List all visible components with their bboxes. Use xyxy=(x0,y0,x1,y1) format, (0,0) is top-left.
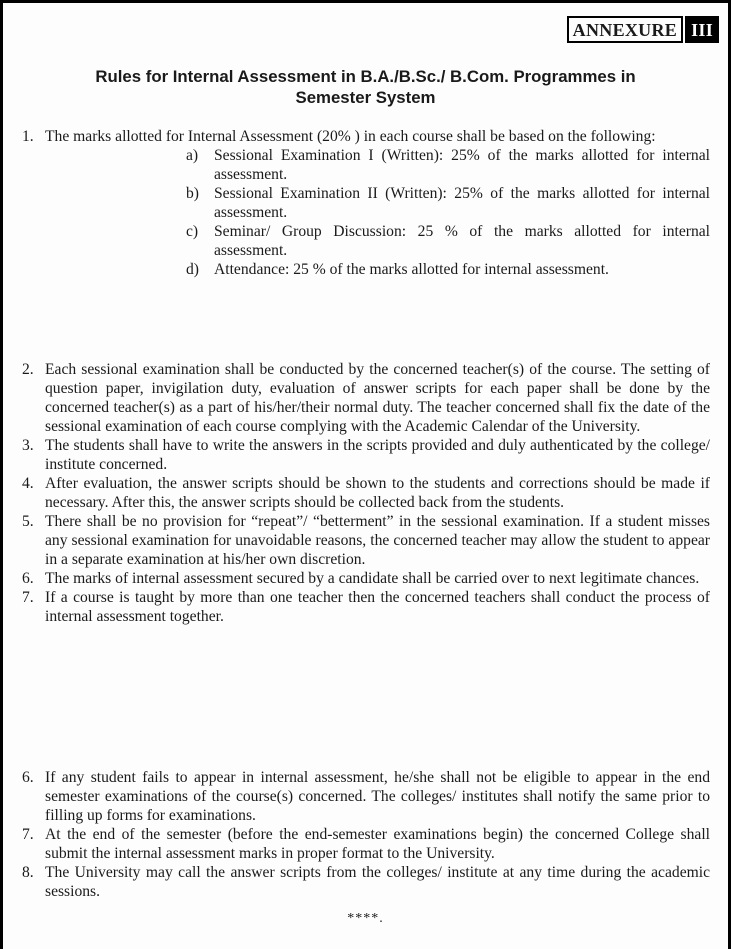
rule-item xyxy=(3,474,728,512)
rule-item xyxy=(3,127,728,146)
rule-number: 3. xyxy=(22,437,34,454)
rules-block-b xyxy=(3,768,728,901)
rule-number: 7. xyxy=(22,826,34,843)
rule-item xyxy=(3,360,728,436)
rule-number: 2. xyxy=(22,361,34,378)
rule-number: 1. xyxy=(22,128,34,145)
rule-number: 4. xyxy=(22,475,34,492)
annexure-numeral: III xyxy=(685,16,719,43)
rule-number: 6. xyxy=(22,570,34,587)
rule-text: The marks of internal assessment secured by a candidate shall be carried over to next legitimate chances. xyxy=(45,570,700,587)
sub-item-letter: c) xyxy=(186,223,199,240)
rule-item xyxy=(3,825,728,863)
rule-item xyxy=(3,512,728,569)
title-line-2: Semester System xyxy=(295,88,436,107)
rule-number: 5. xyxy=(22,513,34,530)
rule-item xyxy=(3,768,728,825)
document-title xyxy=(23,66,708,108)
title-line-1: Rules for Internal Assessment in B.A./B.Sc./ B.Com. Programmes in xyxy=(95,67,636,86)
end-of-document-mark: ****. xyxy=(347,911,384,926)
rule-text: If a course is taught by more than one teacher then the concerned teachers shall conduct the process of internal assessment together. xyxy=(45,589,710,625)
sub-item xyxy=(3,184,728,222)
rule-text: The University may call the answer scripts from the colleges/ institute at any time during the academic sessions. xyxy=(45,864,710,900)
rule-item xyxy=(3,569,728,588)
sub-item-text: Sessional Examination II (Written): 25% of the marks allotted for internal assessment. xyxy=(214,185,710,221)
rule-text: Each sessional examination shall be conducted by the concerned teacher(s) of the course. The setting of question paper, invigilation duty, evaluation of answer scripts for each paper shall be done by the concerned teacher(s) as a part of his/her/their normal duty. The teacher concerned shall fix the date of the sessional examination of each course complying with the Academic Calendar of the University. xyxy=(45,361,710,435)
annexure-word: ANNEXURE xyxy=(567,16,683,43)
sub-item-letter: a) xyxy=(186,147,199,164)
rule-text: There shall be no provision for “repeat”/ “betterment” in the sessional examination. If a student misses any sessional examination for unavoidable reasons, the concerned teacher may allow the student to appear in a separate examination at his/her own discretion. xyxy=(45,513,710,568)
annexure-label xyxy=(567,16,719,43)
rules-block-a xyxy=(3,360,728,626)
rule-number: 7. xyxy=(22,589,34,606)
rule-number: 6. xyxy=(22,769,34,786)
sub-item-text: Seminar/ Group Discussion: 25 % of the marks allotted for internal assessment. xyxy=(214,223,710,259)
rule-number: 8. xyxy=(22,864,34,881)
rule-text: The students shall have to write the answers in the scripts provided and duly authenticated by the college/ institute concerned. xyxy=(45,437,710,473)
rule-text: If any student fails to appear in internal assessment, he/she shall not be eligible to appear in the end semester examinations of the course(s) concerned. The colleges/ institutes shall notify the same prior to filling up forms for examinations. xyxy=(45,769,710,824)
sub-item-text: Sessional Examination I (Written): 25% of the marks allotted for internal assessment. xyxy=(214,147,710,183)
rule-item xyxy=(3,436,728,474)
sub-item xyxy=(3,260,728,279)
sub-item-letter: d) xyxy=(186,261,199,278)
rule-item xyxy=(3,863,728,901)
sub-item-letter: b) xyxy=(186,185,199,202)
sub-item xyxy=(3,146,728,184)
rule-item xyxy=(3,588,728,626)
sub-item-text: Attendance: 25 % of the marks allotted for internal assessment. xyxy=(214,261,609,278)
rule-1-block xyxy=(3,127,728,279)
rule-text: At the end of the semester (before the end-semester examinations begin) the concerned College shall submit the internal assessment marks in proper format to the University. xyxy=(45,826,710,862)
sub-item xyxy=(3,222,728,260)
rule-text: After evaluation, the answer scripts should be shown to the students and corrections should be made if necessary. After this, the answer scripts should be collected back from the students. xyxy=(45,475,710,511)
rule-text: The marks allotted for Internal Assessment (20% ) in each course shall be based on the following: xyxy=(45,128,656,145)
